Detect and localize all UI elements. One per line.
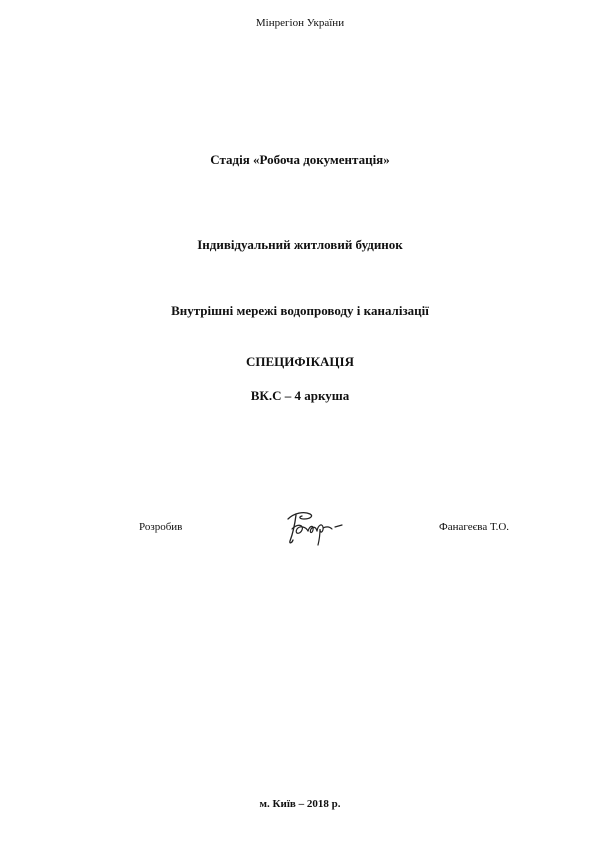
city-year: м. Київ – 2018 р. [259, 798, 341, 810]
ministry-header: Мінрегіон України [255, 17, 345, 29]
developed-by-label: Розробив [139, 521, 183, 533]
document-type: СПЕЦИФІКАЦІЯ [246, 354, 354, 369]
signature-icon [280, 505, 350, 547]
sheet-count: ВК.С – 4 аркуша [250, 388, 350, 403]
object-title: Індивідуальний житловий будинок [197, 237, 403, 252]
developer-name: Фанагеєва Т.О. [439, 521, 510, 533]
stage-title: Стадія «Робоча документація» [210, 152, 390, 167]
system-title: Внутрішні мережі водопроводу і каналізації [171, 303, 429, 318]
